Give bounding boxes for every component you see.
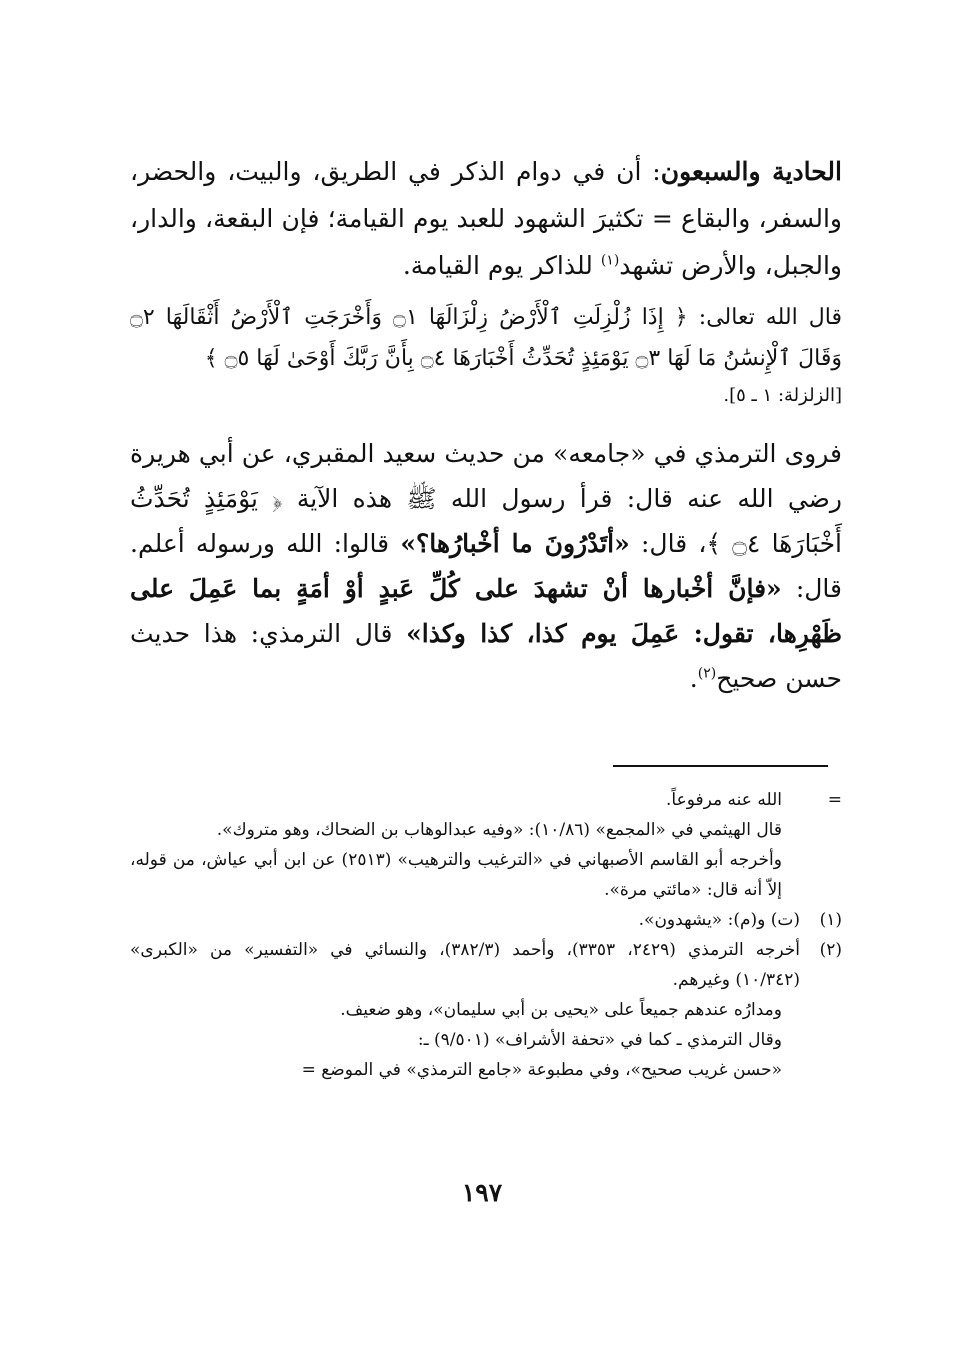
hadith-end: .	[689, 664, 698, 693]
note-haythami: قال الهيثمي في «المجمع» (١٠/٨٦): «وفيه عبدالوهاب بن الضحاك، وهو متروك».	[216, 820, 782, 840]
quran-quote	[130, 297, 842, 379]
quran-verses: ﴿ إِذَا زُلْزِلَتِ ٱلْأَرْضُ زِلْزَالَهَا ۝١ وَأَخْرَجَتِ ٱلْأَرْضُ أَثْقَالَهَا ۝٢ وَقَالَ ٱلْإِنسَٰنُ مَا لَهَا ۝٣ يَوْمَئِذٍ تُحَدِّثُ أَخْبَارَهَا ۝٤ بِأَنَّ رَبَّكَ أَوْحَىٰ لَهَا ۝٥ ﴾	[130, 305, 842, 371]
footnote-2	[130, 935, 842, 995]
paragraph-text: : أن في دوام الذكر في الطريق، والبيت، والحضر، والسفر، والبقاع = تكثيرَ الشهود للعبد يوم القيامة؛ فإن البقعة، والدار، والجبل، والأرض تشهد	[130, 157, 842, 280]
footnote-ref-2[interactable]: (٢)	[697, 665, 717, 682]
quran-intro: قال الله تعالى:	[698, 305, 842, 330]
footnote-1-text: (ت) و(م): «يشهدون».	[638, 910, 800, 930]
continuation-text: الله عنه مرفوعاً.	[666, 790, 782, 810]
page-number: ١٩٧	[461, 1178, 503, 1207]
footnote-2-d: «حسن غريب صحيح»، وفي مطبوعة «جامع الترمذي» في الموضع =	[301, 1060, 782, 1080]
hadith-question: «أتَدْرُونَ ما أخْبارُها؟»	[400, 529, 630, 558]
main-text	[130, 148, 842, 726]
footnote-separator	[613, 765, 828, 767]
hadith-text: «فإنَّ أخْبارها أنْ تشهدَ على كُلِّ عَبدٍ أوْ أمَةٍ بما عَمِلَ على ظَهْرِها، تقول: عَمِلَ يوم كذا، كذا وكذا»	[130, 574, 842, 648]
hadith-intro: فروى الترمذي في «جامعه» من حديث سعيد المقبري، عن أبي هريرة رضي الله عنه قال: قرأ رسول الله ﷺ هذه الآية ﴿ يَوْمَئِذٍ تُحَدِّثُ أَخْبَارَهَا ۝٤ ﴾، قال:	[130, 439, 843, 558]
paragraph-71	[130, 148, 842, 289]
note-asbahani: وأخرجه أبو القاسم الأصبهاني في «الترغيب والترهيب» (٢٥١٣) عن ابن أبي عياش، من قوله، إلاّ أنه قال: «مائتي مرة».	[130, 850, 782, 900]
footnote-2-b: ومدارُه عندهم جميعاً على «يحيى بن أبي سليمان»، وهو ضعيف.	[340, 1000, 782, 1020]
footnote-2-number: (٢)	[819, 940, 842, 960]
footnote-continuation	[130, 785, 842, 815]
footnote-1-number: (١)	[819, 910, 842, 930]
hadith-paragraph	[130, 431, 842, 701]
quran-reference: [الزلزلة: ١ ـ ٥].	[723, 385, 842, 406]
footnotes	[130, 785, 842, 1085]
footnote-ref-1[interactable]: (١)	[600, 252, 620, 269]
hadith-grading: قال الترمذي: هذا حديث حسن صحيح	[130, 619, 842, 693]
continuation-marker: =	[827, 790, 842, 810]
footnote-2-c: وقال الترمذي ـ كما في «تحفة الأشراف» (٩/٥٠١) ـ:	[417, 1030, 782, 1050]
hadith-answer: قالوا: الله ورسوله أعلم. قال:	[130, 529, 842, 603]
footnote-1	[130, 905, 842, 935]
section-heading: الحادية والسبعون	[660, 157, 842, 186]
footnote-2-text: أخرجه الترمذي (٢٤٢٩، ٣٣٥٣)، وأحمد (٣٨٢/٣)، والنسائي في «التفسير» من «الكبرى» (١٠/٣٤٢) وغيرهم.	[130, 940, 800, 990]
paragraph-end: للذاكر يوم القيامة.	[402, 251, 593, 280]
